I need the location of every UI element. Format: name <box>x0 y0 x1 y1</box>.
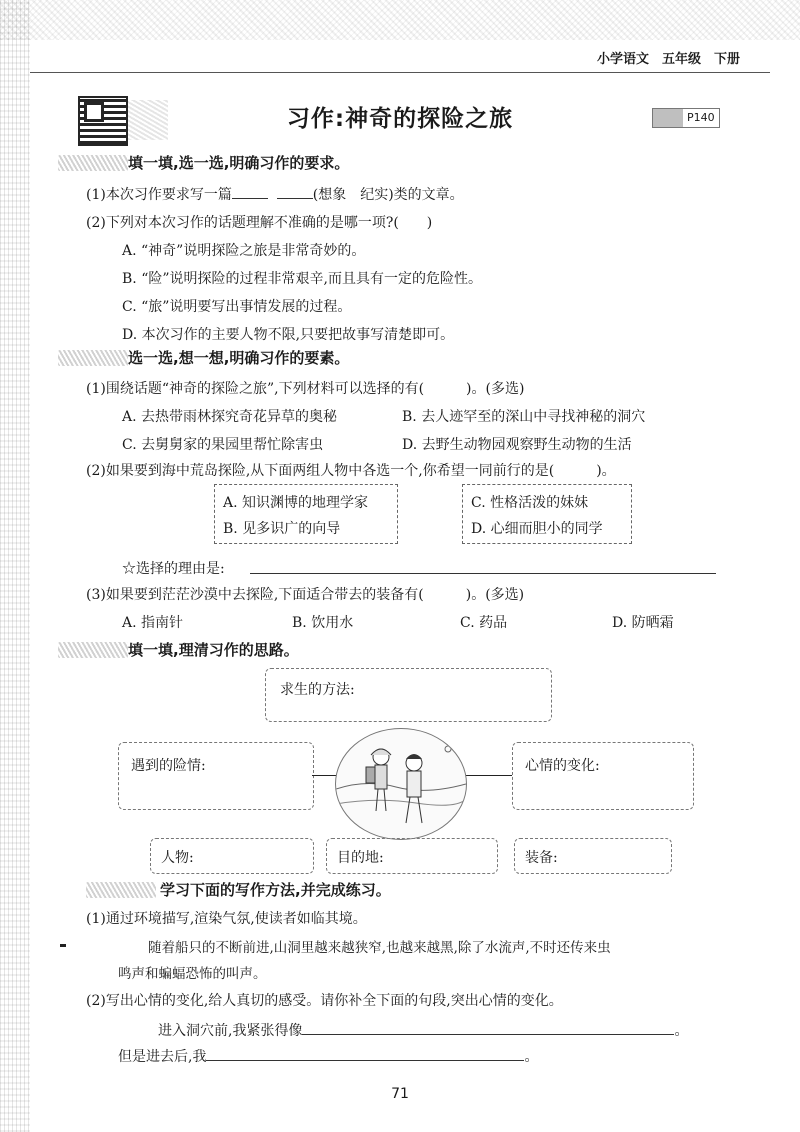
s4-line-1 <box>158 1020 688 1040</box>
box-mood-change[interactable] <box>512 742 694 810</box>
s2-q1-option-d: D. 去野生动物园观察野生动物的生活 <box>402 437 632 453</box>
s2-q2-reason-line[interactable] <box>250 573 716 574</box>
s1-q1-blank-1[interactable] <box>232 198 268 199</box>
box-danger-label: 遇到的险情: <box>131 758 206 774</box>
s2-q3-option-a: A. 指南针 <box>122 615 184 631</box>
s1-q1-suffix: (想象 纪实)类的文章。 <box>312 187 464 203</box>
s1-q2-option-d: D. 本次习作的主要人物不限,只要把故事写清楚即可。 <box>122 327 455 343</box>
margin-mark <box>60 944 66 947</box>
s4-method-2: (2)写出心情的变化,给人真切的感受。请你补全下面的句段,突出心情的变化。 <box>86 993 563 1009</box>
s4-line-2-text: 但是进去后,我 <box>118 1049 207 1065</box>
section-1-label-icon <box>58 155 128 171</box>
s2-q1-option-c: C. 去舅舅家的果园里帮忙除害虫 <box>122 437 324 453</box>
box-equipment[interactable] <box>514 838 672 874</box>
s4-line-1-blank[interactable] <box>302 1034 674 1035</box>
s2-q2-option-a: A. 知识渊博的地理学家 <box>223 495 369 511</box>
s2-q2-group-2 <box>462 484 632 544</box>
s2-q3-stem: (3)如果要到茫茫沙漠中去探险,下面适合带去的装备有( )。(多选) <box>86 587 525 603</box>
s4-line-1-text: 进入洞穴前,我紧张得像 <box>158 1023 303 1039</box>
header-rule <box>30 72 770 73</box>
s2-q3-option-c: C. 药品 <box>460 615 508 631</box>
s4-line-1-period: 。 <box>674 1023 689 1039</box>
scan-noise-left <box>0 0 30 1132</box>
box-survival-method[interactable] <box>265 668 552 722</box>
section-3-title: 填一填,理清习作的思路。 <box>128 641 299 659</box>
s1-q1-prefix: (1)本次习作要求写一篇 <box>86 187 232 203</box>
s2-q1-stem: (1)围绕话题“神奇的探险之旅”,下列材料可以选择的有( )。(多选) <box>86 381 525 397</box>
section-1-title: 填一填,选一选,明确习作的要求。 <box>128 154 350 172</box>
s2-q1-option-a: A. 去热带雨林探究奇花异草的奥秘 <box>122 409 338 425</box>
s1-q2-option-c: C. “旅”说明要写出事情发展的过程。 <box>122 299 352 315</box>
box-people-label: 人物: <box>161 850 194 866</box>
box-mood-label: 心情的变化: <box>525 758 600 774</box>
box-danger[interactable] <box>118 742 314 810</box>
page-number: 71 <box>391 1086 409 1102</box>
s1-q2-stem: (2)下列对本次习作的话题理解不准确的是哪一项?( ) <box>86 215 433 231</box>
s2-q2-group-1 <box>214 484 398 544</box>
s4-example-line-1: 随着船只的不断前进,山洞里越来越狭窄,也越来越黑,除了水流声,不时还传来虫 <box>148 940 611 956</box>
box-destination-label: 目的地: <box>337 850 384 866</box>
section-3-label-icon <box>58 642 128 658</box>
s2-q2-reason-label: ☆选择的理由是: <box>122 561 225 577</box>
s4-method-1: (1)通过环境描写,渲染气氛,使读者如临其境。 <box>86 911 367 927</box>
s1-q2-option-a: A. “神奇”说明探险之旅是非常奇妙的。 <box>122 243 366 259</box>
s1-q1 <box>86 184 464 204</box>
scan-noise-top <box>0 0 800 40</box>
page-reference: P140 <box>652 108 720 128</box>
s4-line-2-blank[interactable] <box>206 1060 524 1061</box>
section-4-label-icon <box>86 882 156 898</box>
box-destination[interactable] <box>326 838 498 874</box>
s2-q2-option-d: D. 心细而胆小的同学 <box>471 521 603 537</box>
s4-example-line-2: 鸣声和蝙蝠恐怖的叫声。 <box>118 966 267 982</box>
box-equipment-label: 装备: <box>525 850 558 866</box>
s2-q3-option-d: D. 防晒霜 <box>612 615 674 631</box>
explorers-drawing <box>336 729 466 839</box>
explorers-illustration <box>335 728 467 840</box>
s4-line-2 <box>118 1046 538 1066</box>
section-4-title: 学习下面的写作方法,并完成练习。 <box>160 881 391 899</box>
box-survival-label: 求生的方法: <box>280 682 355 698</box>
page-title: 习作:神奇的探险之旅 <box>286 106 514 132</box>
section-2-label-icon <box>58 350 128 366</box>
connector-left <box>312 775 336 776</box>
s1-q1-blank-2[interactable] <box>277 198 313 199</box>
s1-q2-option-b: B. “险”说明探险的过程非常艰辛,而且具有一定的危险性。 <box>122 271 482 287</box>
s2-q2-option-b: B. 见多识广的向导 <box>223 521 341 537</box>
connector-right <box>465 775 512 776</box>
s2-q2-stem: (2)如果要到海中荒岛探险,从下面两组人物中各选一个,你希望一同前行的是( )。 <box>86 463 616 479</box>
s2-q3-option-b: B. 饮用水 <box>292 615 354 631</box>
section-2-title: 选一选,想一想,明确习作的要素。 <box>128 349 350 367</box>
box-people[interactable] <box>150 838 314 874</box>
s2-q1-option-b: B. 去人迹罕至的深山中寻找神秘的洞穴 <box>402 409 646 425</box>
s2-q2-option-c: C. 性格活泼的妹妹 <box>471 495 589 511</box>
book-label: 小学语文 五年级 下册 <box>596 52 740 67</box>
s4-line-2-period: 。 <box>524 1049 539 1065</box>
